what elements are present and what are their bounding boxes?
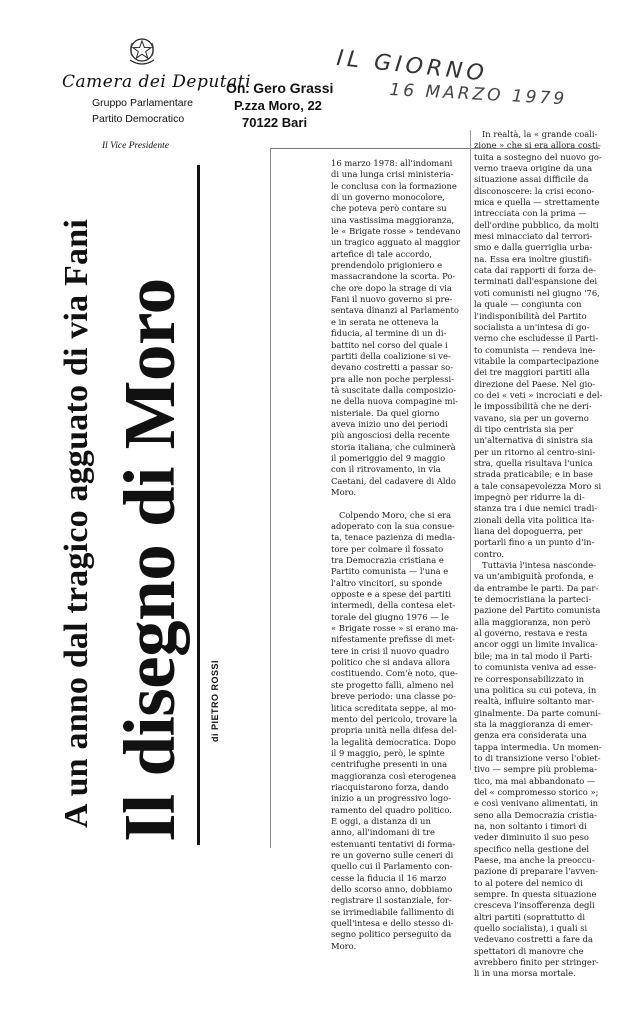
- article-line: vitabile la compartecipazione: [474, 355, 599, 366]
- article-line: che poteva però contare su: [331, 203, 447, 214]
- article-line: socialista a un'intesa di go-: [474, 321, 590, 332]
- article-line: ginalmente. Da parte comuni-: [474, 707, 601, 718]
- institution-name: Camera dei Deputati: [62, 72, 252, 92]
- article-line: quello cui il Parlamento con-: [331, 861, 453, 872]
- article-line: smo e dalla guerriglia urba-: [474, 242, 593, 253]
- article-line: spettatori di manovre che: [474, 945, 584, 956]
- article-line: litica screditata seppe, al mo-: [331, 702, 457, 713]
- article-line: to di transizione verso l'obiet-: [474, 752, 601, 763]
- article-line: le conclusa con la formazione: [331, 180, 457, 191]
- article-line: artefice di tale accordo,: [331, 248, 433, 259]
- article-line: intrecciata con la prima —: [474, 208, 587, 219]
- article-line: pra alle non poche perplessi-: [331, 373, 455, 384]
- article-line: verno traeva origine da una: [474, 163, 593, 174]
- article-line: battito nel corso del quale i: [331, 339, 448, 350]
- republic-emblem-icon: [125, 34, 159, 70]
- article-line: un tragico agguato al maggior: [331, 237, 461, 248]
- headline-rule: [197, 165, 200, 845]
- article-line: na, non soltanto i timori di: [474, 820, 587, 831]
- article-line: tico, ma mai abbandonato —: [474, 775, 596, 786]
- article-line: ne della nuova compagine mi-: [331, 396, 459, 407]
- article-line: dei tre maggiori partiti alla: [474, 367, 590, 378]
- article-line: anno, all'indomani di tre: [331, 827, 435, 838]
- article-line: mesi minacciato dal terrori-: [474, 231, 593, 242]
- article-line: a tale consapevolezza Moro si: [474, 480, 602, 491]
- article-line: ancor oggi un limite invalica-: [474, 639, 598, 650]
- article-line: 16 marzo 1978: all'indomani: [331, 158, 453, 168]
- article-line: co dei « veti » incrociati e del-: [474, 389, 603, 400]
- handwritten-newspaper: IL GIORNO: [335, 46, 489, 87]
- article-line: realtà, influire soltanto mar-: [474, 696, 595, 707]
- article-line: le « Brigate rosse » tendevano: [331, 226, 461, 237]
- article-line: da entrambe le parti. Da par-: [474, 582, 599, 593]
- party-name: Partito Democratico: [92, 113, 185, 125]
- article-line: stra, quella risultava l'unica: [474, 457, 593, 468]
- article-line: una politica su cui poteva, in: [474, 684, 597, 695]
- article-line: tore per colmare il fossato: [331, 543, 444, 554]
- article-line: tra Democrazia cristiana e: [331, 555, 444, 566]
- article-line: se irrimediabile fallimento di: [331, 906, 455, 917]
- article-line: il pomeriggio del 9 maggio: [331, 452, 446, 463]
- article-line: opposte e a spese dei partiti: [331, 589, 451, 600]
- article-line: contro.: [474, 548, 505, 559]
- article-line: Moro.: [331, 940, 357, 951]
- article-line: mento del pericolo, trovare la: [331, 713, 458, 724]
- article-line: al governo, restava e resta: [474, 628, 588, 639]
- article-line: ta, tenace pazienza di media-: [331, 532, 456, 543]
- article-line: politico che si andava allora: [331, 657, 451, 668]
- article-line: maggioranza così eterogenea: [331, 770, 457, 781]
- article-line: un'alternativa di sinistra sia: [474, 435, 593, 446]
- article-line: di una lunga crisi ministeria-: [331, 169, 454, 180]
- article-line: ste progetto fallì, almeno nel: [331, 679, 454, 690]
- article-line: che ore dopo la strage di via: [331, 282, 452, 293]
- article-line: di un governo monocolore,: [331, 192, 445, 203]
- article-line: « Brigate rosse » si erano ma-: [331, 623, 459, 634]
- column-divider: [470, 130, 471, 770]
- article-line: vedevano costretti a fare da: [474, 934, 593, 945]
- article-line: mica e quella — strettamente: [474, 197, 600, 208]
- article-line: sta la maggioranza di emer-: [474, 718, 593, 729]
- article-line: il 9 maggio, però, le spinte: [331, 747, 445, 758]
- article-line: genza era considerata una: [474, 730, 587, 741]
- article-line: stanza tra i due nemici tradi-: [474, 503, 598, 514]
- article-line: e così venivano alimentati, in: [474, 798, 599, 809]
- article-line: aveva inizio uno dei periodi: [331, 418, 448, 429]
- article-line: Fani il nuovo governo si pre-: [331, 294, 453, 305]
- article-line: [331, 498, 463, 509]
- article-line: di tipo centrista sia per: [474, 423, 574, 434]
- article-line: del « compromesso storico »;: [474, 786, 599, 797]
- article-line: tivo — sempre più problema-: [474, 764, 597, 775]
- article-line: sentava dinanzi al Parlamento: [331, 305, 459, 316]
- article-line: va un'ambiguità profonda, e: [474, 571, 594, 582]
- article-line: disconoscere: la crisi econo-: [474, 185, 595, 196]
- article-line: liana del dopoguerra, per: [474, 526, 583, 537]
- article-line: una vastissima maggioranza,: [331, 214, 455, 225]
- article-line: altri partiti (soprattutto di: [474, 911, 586, 922]
- article-line: Paese, ma anche la preoccu-: [474, 855, 595, 865]
- article-line: cesse la fiducia il 16 marzo: [331, 872, 447, 883]
- article-line: terminati dall'espansione dei: [474, 276, 598, 287]
- article-line: Moro.: [331, 486, 357, 497]
- article-line: nisteriale. Da quel giorno: [331, 407, 440, 418]
- article-line: adoperato con la sua consue-: [331, 521, 455, 531]
- article-headline: Il disegno di Moro: [109, 278, 190, 842]
- article-line: Partito comunista — l'una e: [331, 566, 449, 577]
- article-line: te democristiana la parteci-: [474, 594, 592, 605]
- group-name: Gruppo Parlamentare: [92, 97, 193, 109]
- article-column-2: [474, 129, 604, 980]
- article-line: nifestamente prefisse di met-: [331, 634, 455, 645]
- article-line: re corresponsabilizzato in: [474, 673, 585, 684]
- article-line: seno alla Democrazia cristia-: [474, 809, 597, 820]
- article-line: inizio a un progressivo logo-: [331, 793, 452, 804]
- article-line: zionali della vita politica ita-: [474, 514, 595, 525]
- article-line: portarli fino a un punto d'in-: [474, 537, 595, 548]
- article-line: li in una morsa mortale.: [474, 968, 576, 979]
- article-line: situazione assai difficile da: [474, 174, 589, 185]
- article-line: to al potere del nemico di: [474, 877, 583, 888]
- article-line: e in serata ne otteneva la: [331, 316, 439, 327]
- sender-city: 70122 Bari: [242, 115, 308, 130]
- sender-street: P.zza Moro, 22: [234, 98, 322, 113]
- article-line: la legalità democratica. Dopo: [331, 736, 456, 747]
- article-line: direzione del Paese. Nel gio-: [474, 378, 596, 389]
- article-kicker: A un anno dal tragico agguato di via Fani: [58, 219, 95, 828]
- article-line: tuita a sostegno del nuovo go-: [474, 151, 602, 162]
- article-line: re un governo sulle ceneri di: [331, 849, 454, 860]
- article-line: partiti della coalizione si ve-: [331, 350, 451, 361]
- article-line: impegnò per ridurre la di-: [474, 492, 585, 502]
- article-line: breve periodo: una classe po-: [331, 691, 456, 702]
- article-line: costituendo. Com'è noto, que-: [331, 668, 458, 679]
- article-line: avrebbero finito per stringer-: [474, 957, 599, 968]
- article-line: prendendolo prigioniero e: [331, 260, 443, 271]
- article-line: segno politico perseguito da: [331, 929, 452, 940]
- article-line: massacrandone la scorta. Po-: [331, 271, 456, 282]
- article-line: estenuanti tentativi di forma-: [331, 838, 456, 849]
- article-column-1: [331, 158, 463, 952]
- article-line: to comunista — rendeva ine-: [474, 344, 596, 355]
- role-label: Il Vice Presidente: [102, 141, 169, 151]
- article-byline: di PIETRO ROSSI: [210, 659, 220, 742]
- article-line: cata dai rapporti di forza de-: [474, 265, 596, 276]
- article-line: centrifughe presenti in una: [331, 759, 448, 770]
- article-line: bile; ma in tal modo il Parti-: [474, 650, 593, 661]
- article-line: In realtà, la « grande coali-: [474, 129, 598, 139]
- article-line: ramento del quadro politico.: [331, 804, 452, 815]
- article-line: pazione di preparare l'avven-: [474, 866, 599, 877]
- article-line: verno che escludesse il Parti-: [474, 333, 599, 344]
- article-line: zione » che si era allora costi-: [474, 140, 601, 151]
- article-line: l'altro vincitori, su sponde: [331, 577, 443, 588]
- article-line: la quale — congiunta con: [474, 299, 582, 310]
- article-line: veder diminuito il suo peso: [474, 832, 589, 843]
- article-line: quell'intesa e dello stesso di-: [331, 918, 454, 929]
- article-line: propria unità nella difesa del-: [331, 725, 457, 736]
- article-line: intermedi, della contesa elet-: [331, 600, 456, 611]
- article-line: Caetani, del cadavere di Aldo: [331, 475, 456, 486]
- article-line: dello scorso anno, dobbiamo: [331, 884, 453, 894]
- article-line: vavano, sia per un governo: [474, 412, 589, 423]
- article-line: fiducia, al termine di un di-: [331, 328, 447, 339]
- article-line: storia italiana, che culminerà: [331, 441, 456, 452]
- article-line: to comunista veniva ad esse-: [474, 662, 597, 673]
- article-line: voti comunisti nel giugno '76,: [474, 287, 600, 298]
- article-line: riacquistarono forza, dando: [331, 781, 449, 792]
- article-line: torale del giugno 1976 — le: [331, 611, 449, 622]
- article-line: Tuttavia l'intesa nasconde-: [474, 560, 597, 571]
- article-line: dell'ordine pubblico, da molti: [474, 219, 599, 230]
- article-line: pazione del Partito comunista: [474, 605, 601, 616]
- column-divider: [270, 148, 271, 848]
- sender-name: On. Gero Grassi: [226, 80, 334, 96]
- article-line: alla maggioranza, non però: [474, 616, 591, 627]
- article-line: per un ritorno al centro-sini-: [474, 446, 596, 457]
- article-line: registrare il sostanziale, for-: [331, 895, 452, 906]
- article-line: le impossibilità che ne deri-: [474, 401, 592, 412]
- article-line: na. Essa era inoltre giustifi-: [474, 253, 592, 264]
- article-line: Colpendo Moro, che si era: [331, 509, 452, 520]
- article-line: specifico nella gestione del: [474, 843, 590, 854]
- article-line: tappa intermedia. Un momen-: [474, 741, 602, 752]
- article-line: devano costretti a passar so-: [331, 362, 454, 373]
- article-line: tà suscitate dalla composizio-: [331, 384, 457, 395]
- handwritten-date: 16 MARZO 1979: [388, 80, 568, 110]
- article-line: tere in crisi il nuovo quadro: [331, 645, 450, 656]
- article-line: strada praticabile; e in base: [474, 469, 593, 480]
- article-line: quello socialista), i quali si: [474, 923, 588, 934]
- article-line: cresceva l'insofferenza degli: [474, 900, 595, 911]
- article-line: E oggi, a distanza di un: [331, 815, 431, 826]
- article-line: più angosciosi della recente: [331, 430, 450, 441]
- article-line: l'indisponibilità del Partito: [474, 310, 587, 321]
- article-line: sempre. In questa situazione: [474, 889, 597, 900]
- article-line: con il ritrovamento, in via: [331, 464, 441, 475]
